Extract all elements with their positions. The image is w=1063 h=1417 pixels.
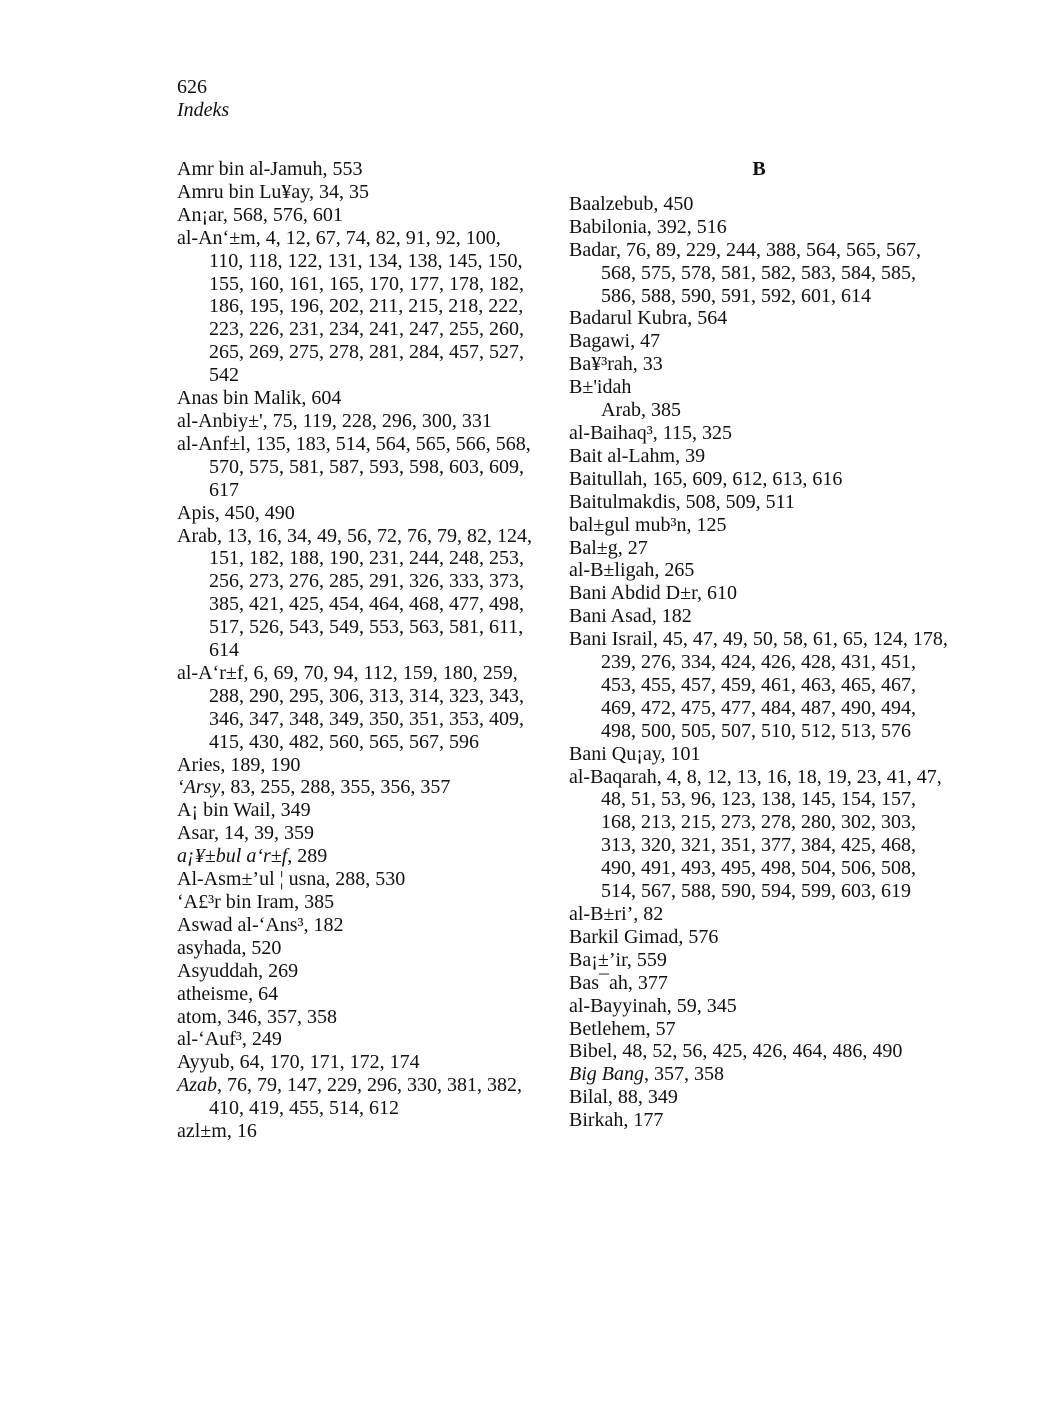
entry: Apis, 450, 490 <box>177 501 295 524</box>
index-column-left <box>177 158 537 1143</box>
entry: Asyuddah, 269 <box>177 959 299 982</box>
entry: Bal±g, 27 <box>569 536 648 559</box>
entry: Bibel, 48, 52, 56, 425, 426, 464, 486, 490 <box>569 1040 903 1063</box>
entry: Badarul Kubra, 564 <box>569 307 728 330</box>
entry: Birkah, 177 <box>569 1109 664 1132</box>
entry-rest: , 289 <box>287 845 328 868</box>
entry: Bani Asad, 182 <box>569 605 692 628</box>
entry: Al-Asm±’ul ¦ usna, 288, 530 <box>177 868 406 891</box>
entry: Barkil Gimad, 576 <box>569 925 719 948</box>
entry: An¡ar, 568, 576, 601 <box>177 203 343 226</box>
entry: al-‘Auf³, 249 <box>177 1028 282 1051</box>
entry: ‘A£³r bin Iram, 385 <box>177 891 335 913</box>
entry: Badar, 76, 89, 229, 244, 388, 564, 565, 567, 568, 575, 578, 581, 582, 583, 584, 585, 586, 588, 590, 591, 592, 601, 614 <box>569 238 921 307</box>
entry: asyhada, 520 <box>177 936 282 959</box>
page-number: 626 <box>177 76 207 98</box>
entry: Anas bin Malik, 604 <box>177 387 342 410</box>
entry: Aries, 189, 190 <box>177 753 301 776</box>
entry: atheisme, 64 <box>177 982 279 1005</box>
entry: al-Baihaq³, 115, 325 <box>569 421 732 444</box>
entry: Arab, 13, 16, 34, 49, 56, 72, 76, 79, 82, 124, 151, 182, 188, 190, 231, 244, 248, 253, 256, 273, 276, 285, 291, 326, 333, 373, 385, 421, 425, 454, 464, 468, 477, 498, 517, 526, 543, 549, 553, 563, 581, 611, 614 <box>177 524 532 662</box>
entry: Amr bin al-Jamuh, 553 <box>177 158 363 180</box>
sub-entry: Arab, 385 <box>601 399 681 422</box>
entry: atom, 346, 357, 358 <box>177 1005 337 1028</box>
entry: azl±m, 16 <box>177 1120 257 1143</box>
entry-italic: Big Bang <box>569 1063 644 1086</box>
entry: Bait al-Lahm, 39 <box>569 444 706 467</box>
entry: al-Baqarah, 4, 8, 12, 13, 16, 18, 19, 23, 41, 47, 48, 51, 53, 96, 123, 138, 145, 154, 157, 168, 213, 215, 273, 278, 280, 302, 303, 313, 320, 321, 351, 377, 384, 425, 468, 490, 491, 493, 495, 498, 504, 506, 508, 514, 567, 588, 590, 594, 599, 603, 619 <box>569 765 942 903</box>
entry: al-A‘r±f, 6, 69, 70, 94, 112, 159, 180, 259, 288, 290, 295, 306, 313, 314, 323, 343, 346, 347, 348, 349, 350, 351, 353, 409, 415, 430, 482, 560, 565, 567, 596 <box>177 661 524 753</box>
entry: al-Anf±l, 135, 183, 514, 564, 565, 566, 568, 570, 575, 581, 587, 593, 598, 603, 609, 617 <box>177 432 531 501</box>
entry: Bani Israil, 45, 47, 49, 50, 58, 61, 65, 124, 178, 239, 276, 334, 424, 426, 428, 431, 451, 453, 455, 457, 459, 461, 463, 465, 467, 469, 472, 475, 477, 484, 487, 490, 494, 498, 500, 505, 507, 510, 512, 513, 576 <box>569 628 948 742</box>
entry <box>177 845 537 868</box>
entry: Aswad al-‘Ans³, 182 <box>177 913 344 936</box>
entry: Babilonia, 392, 516 <box>569 215 727 238</box>
index-column-right <box>569 158 949 1132</box>
entry: al-Bayyinah, 59, 345 <box>569 994 737 1017</box>
entry <box>177 776 537 799</box>
entry-rest: , 357, 358 <box>644 1063 724 1086</box>
entry: al-B±ligah, 265 <box>569 559 695 582</box>
entry: al-Anbiy±', 75, 119, 228, 296, 300, 331 <box>177 409 492 432</box>
entry <box>569 1063 949 1086</box>
entry-italic: ‘Arsy <box>177 776 221 799</box>
entry <box>177 1074 537 1120</box>
entry-rest: , 83, 255, 288, 355, 356, 357 <box>220 776 451 799</box>
entry-rest: , 76, 79, 147, 229, 296, 330, 381, 382, 410, 419, 455, 514, 612 <box>209 1074 522 1120</box>
entry: A¡ bin Wail, 349 <box>177 799 311 822</box>
section-letter: B <box>752 158 766 180</box>
page-title: Indeks <box>177 98 230 121</box>
entry: Bas¯ah, 377 <box>569 971 668 994</box>
page-header <box>177 76 229 122</box>
entry: al-B±ri’, 82 <box>569 903 664 925</box>
entry: Bagawi, 47 <box>569 330 661 353</box>
entry: Ba¥³rah, 33 <box>569 353 663 376</box>
entry: Baitullah, 165, 609, 612, 613, 616 <box>569 467 843 490</box>
entry: Baalzebub, 450 <box>569 192 694 215</box>
entry: Betlehem, 57 <box>569 1017 676 1040</box>
entry: Ayyub, 64, 170, 171, 172, 174 <box>177 1051 420 1074</box>
entry: Bani Qu¡ay, 101 <box>569 742 701 765</box>
entry: Baitulmakdis, 508, 509, 511 <box>569 490 795 513</box>
entry: Asar, 14, 39, 359 <box>177 822 314 845</box>
entry: Amru bin Lu¥ay, 34, 35 <box>177 180 370 203</box>
entry: Ba¡±’ir, 559 <box>569 948 667 971</box>
entry: Bani Abdid D±r, 610 <box>569 582 737 605</box>
entry: bal±gul mub³n, 125 <box>569 513 727 536</box>
entry-italic: Azab <box>177 1074 217 1097</box>
entry-italic: a¡¥±bul a‘r±f <box>177 845 288 868</box>
entry: Bilal, 88, 349 <box>569 1086 678 1109</box>
entry: al-An‘±m, 4, 12, 67, 74, 82, 91, 92, 100, 110, 118, 122, 131, 134, 138, 145, 150, 155, 160, 161, 165, 170, 177, 178, 182, 186, 195, 196, 202, 211, 215, 218, 222, 223, 226, 231, 234, 241, 247, 255, 260, 265, 269, 275, 278, 281, 284, 457, 527, 542 <box>177 226 524 387</box>
entry: B±'idah <box>569 376 632 399</box>
